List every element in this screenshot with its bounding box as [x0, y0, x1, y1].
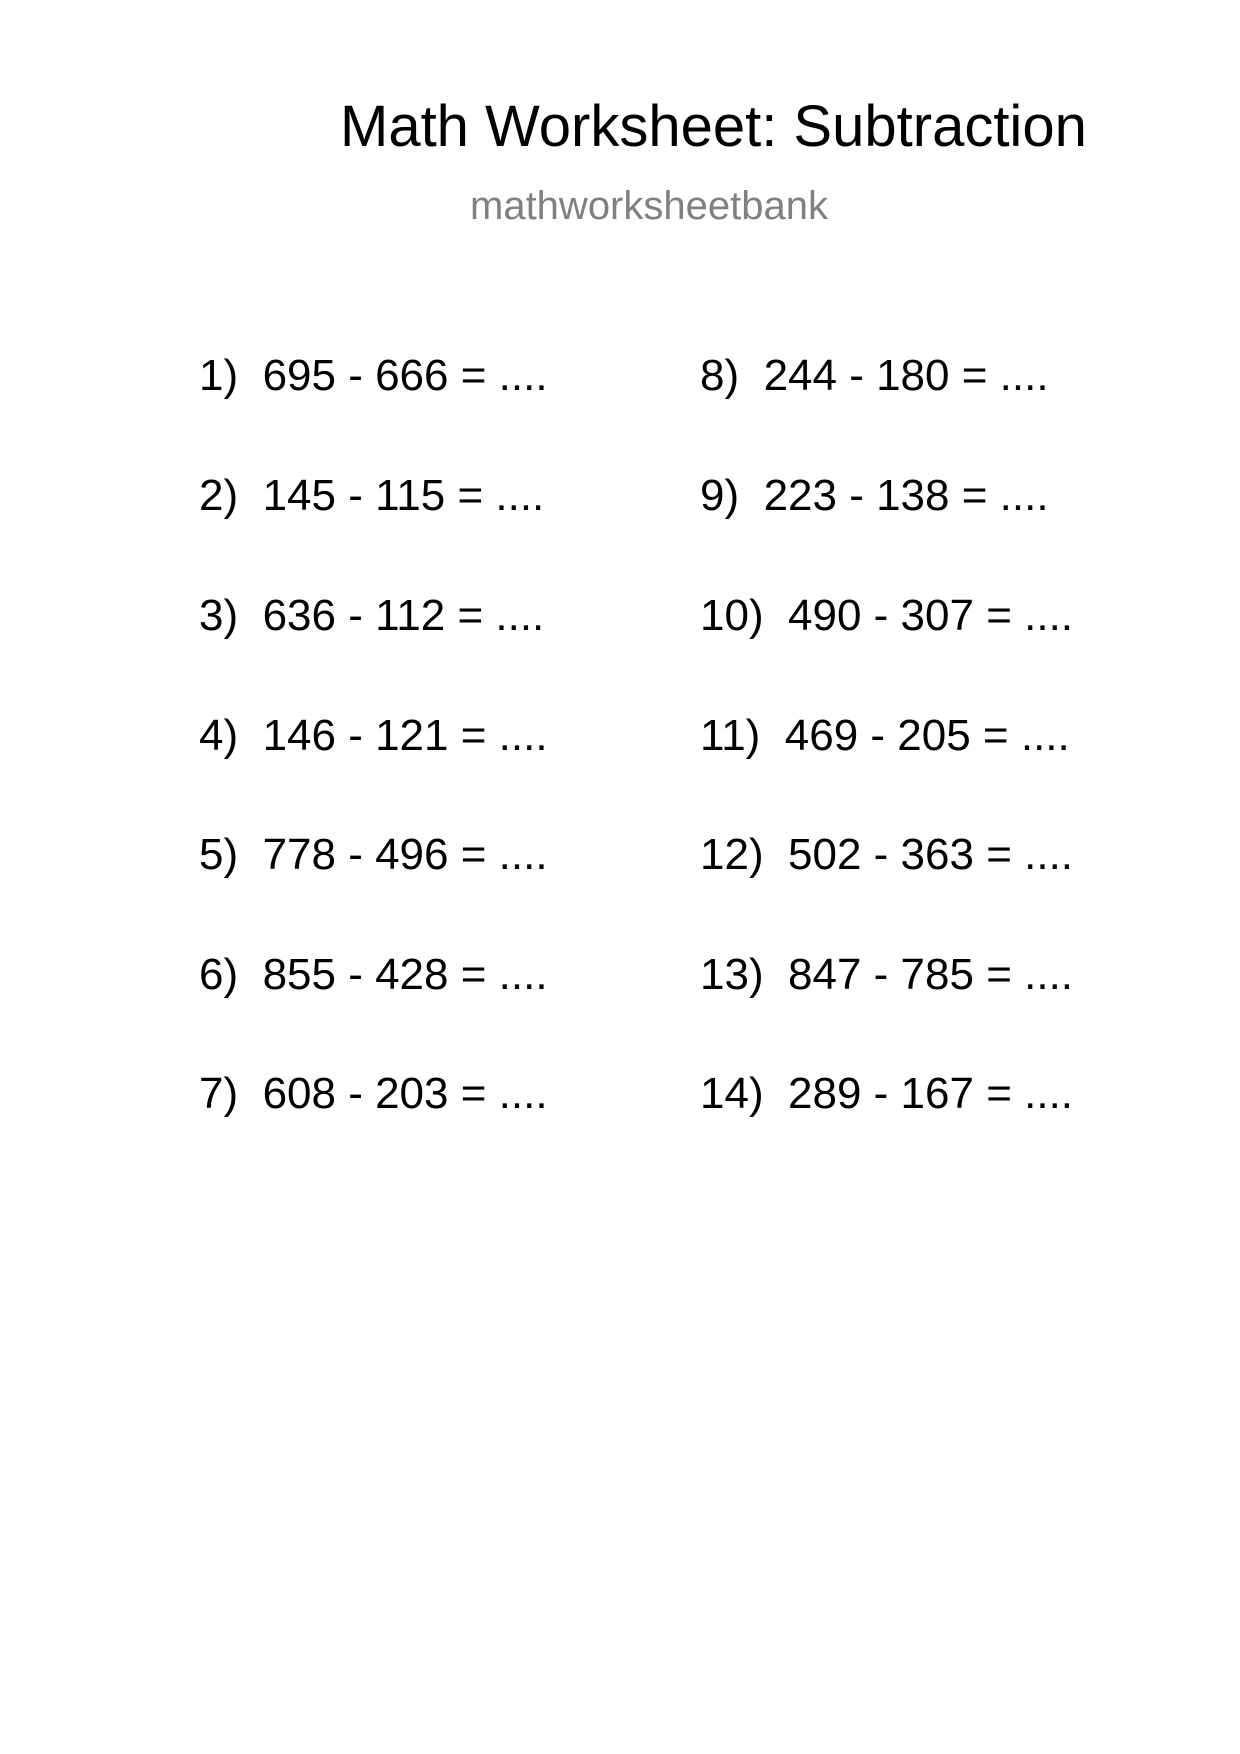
page-title: Math Worksheet: Subtraction — [340, 94, 1087, 159]
problem-4: 4) 146 - 121 = .... — [199, 711, 548, 760]
problem-6: 6) 855 - 428 = .... — [199, 950, 548, 999]
problem-14: 14) 289 - 167 = .... — [700, 1069, 1074, 1118]
problem-8: 8) 244 - 180 = .... — [700, 351, 1049, 400]
problem-5: 5) 778 - 496 = .... — [199, 830, 548, 879]
problem-13: 13) 847 - 785 = .... — [700, 950, 1074, 999]
problem-3: 3) 636 - 112 = .... — [199, 591, 545, 640]
page-subtitle: mathworksheetbank — [470, 184, 828, 228]
problem-11: 11) 469 - 205 = .... — [700, 711, 1070, 760]
problem-9: 9) 223 - 138 = .... — [700, 471, 1049, 520]
problem-12: 12) 502 - 363 = .... — [700, 830, 1074, 879]
problem-7: 7) 608 - 203 = .... — [199, 1069, 548, 1118]
problem-2: 2) 145 - 115 = .... — [199, 471, 545, 520]
problem-10: 10) 490 - 307 = .... — [700, 591, 1074, 640]
problem-1: 1) 695 - 666 = .... — [199, 351, 548, 400]
